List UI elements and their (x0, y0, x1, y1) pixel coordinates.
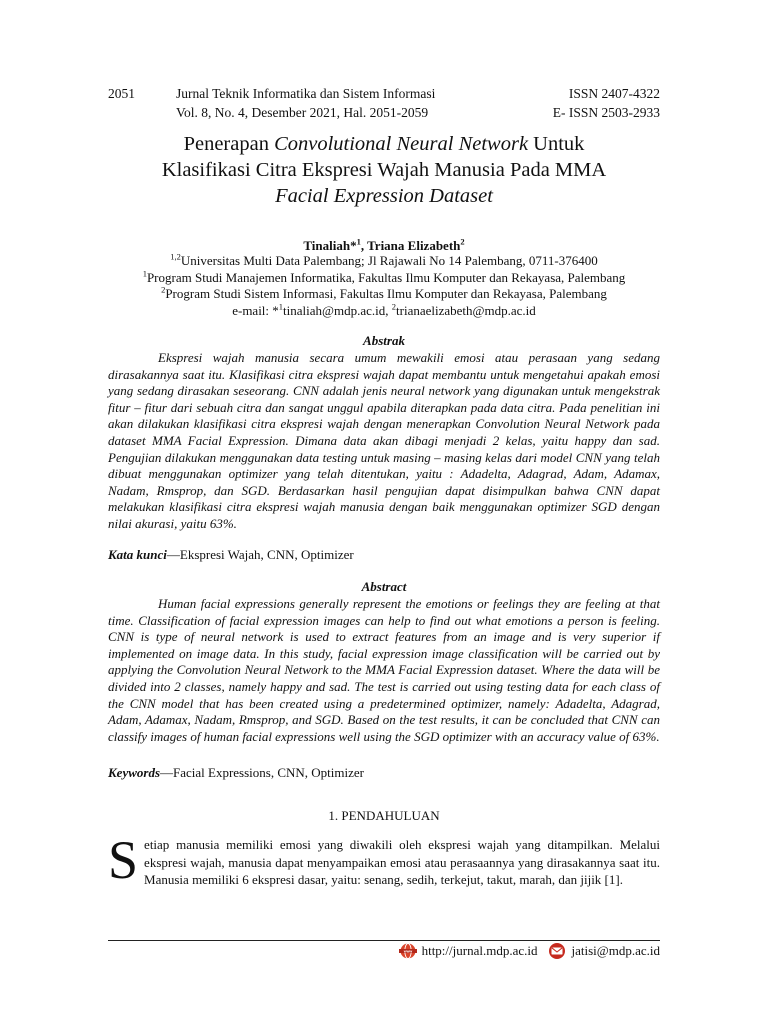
envelope-icon (547, 942, 567, 960)
journal-email[interactable]: jatisi@mdp.ac.id (571, 943, 660, 958)
affiliation-2: Program Studi Manajemen Informatika, Fakultas Ilmu Komputer dan Rekayasa, Palembang (146, 269, 626, 285)
affil-sup: 1,2 (170, 251, 181, 262)
email-prefix: e-mail: * (232, 302, 279, 318)
author-sep: , (360, 238, 368, 253)
abstract-text: Human facial expressions generally represent the emotions or feelings they are feeling at that time. Classification of facial expression images can help to find out what emotions a person is feeling. CNN is type of neural network is used to extract features from an image and is very superior if implemented on image data. In this study, facial expression image classification will be carried out by applying the Convolution Neural Network to the MMA Facial Expression dataset. Where the data will be divided into 2 classes, namely happy and sad. The test is carried out using testing data for each class of the CNN model that has been created using a predetermined optimizer, namely: Adadelta, Adagrad, Adam, Adamax, Nadam, Rmsprop, and SGD. Based on the test results, it can be concluded that CNN can classify images of human facial expressions well using the SGD optimizer with an accuracy value of 63%. (108, 596, 660, 744)
affil-sup: 1 (142, 268, 147, 279)
issn: ISSN 2407-4322 (568, 86, 660, 101)
author-1-sup: 1 (356, 236, 361, 247)
keywords (108, 765, 660, 781)
abstrak-text: Ekspresi wajah manusia secara umum mewakili emosi atau perasaan yang sedang dirasakannya saat itu. Klasifikasi citra ekspresi wajah dapat membantu untuk mengetahui apakah emosi yang sedang dirasakan seseorang. CNN adalah jenis neural network yang digunakan untuk mengekstrak fitur – fitur dari sebuah citra dan sangat unggul apabila diterapkan pada data citra. Pada penelitian ini akan dilakukan klasifikasi citra ekspresi wajah dengan menerapkan Convolution Neural Network pada dataset MMA Facial Expression. Dimana data akan dibagi menjadi 2 kelas, yaitu happy dan sad. Pengujian dilakukan menggunakan data testing untuk masing – masing kelas dari model CNN yang telah dibuat menggunakan optimizer yang telah ditentukan, yaitu : Adadelta, Adagrad, Adam, Adamax, Nadam, Rmsprop, dan SGD. Berdasarkan hasil pengujian dapat disimpulkan bahwa CNN dapat melakukan klasifikasi citra ekspresi wajah manusia dengan baik menggunakan optimizer SGD dengan nilai akurasi, yaitu 63%. (108, 350, 660, 531)
journal-name: Jurnal Teknik Informatika dan Sistem Informasi (176, 86, 436, 101)
email-line (108, 303, 660, 320)
keywords-label: Keywords (108, 765, 160, 780)
title-line-2: Klasifikasi Citra Ekspresi Wajah Manusia Pada MMA (161, 159, 607, 181)
author-2: Triana Elizabeth (367, 238, 461, 253)
svg-text:www: www (403, 949, 412, 954)
author-2-sup: 2 (460, 236, 465, 247)
intro-text: etiap manusia memiliki emosi yang diwakili oleh ekspresi wajah yang ditampilkan. Melalui ekspresi wajah, manusia dapat menyampaikan emosi atau perasaannya yang dirasakannya saat itu. Manusia memiliki 6 ekspresi dasar, yaitu: senang, sedih, terkejut, takut, marah, dan jijik [1]. (144, 837, 660, 887)
journal-url[interactable]: http://jurnal.mdp.ac.id (421, 943, 538, 958)
kata-kunci-text: —Ekspresi Wajah, CNN, Optimizer (166, 547, 354, 562)
www-globe-icon (398, 942, 418, 960)
email-1[interactable]: tinaliah@mdp.ac.id, (283, 302, 392, 318)
email-sup: 1 (278, 301, 284, 312)
kata-kunci (108, 547, 660, 563)
volume-line: Vol. 8, No. 4, Desember 2021, Hal. 2051-2059 (176, 105, 429, 120)
drop-cap: S (108, 830, 139, 890)
affiliations (108, 253, 660, 319)
kata-kunci-label: Kata kunci (108, 547, 167, 562)
footer (398, 942, 660, 960)
title-italic-part: Convolutional Neural Network (274, 133, 529, 155)
email-sup: 2 (391, 301, 397, 312)
section-heading: 1. PENDAHULUAN (328, 808, 440, 823)
page-number: 2051 (108, 86, 135, 101)
intro-paragraph (108, 830, 660, 890)
abstract-heading: Abstract (361, 579, 407, 594)
author-list (108, 238, 660, 254)
eissn: E- ISSN 2503-2933 (552, 105, 660, 120)
paper-title (108, 131, 660, 209)
abstrak-heading: Abstrak (363, 333, 405, 348)
footer-rule (108, 940, 660, 941)
email-2[interactable]: trianaelizabeth@mdp.ac.id (396, 302, 536, 318)
title-part: Penerapan (183, 133, 275, 155)
journal-info (176, 84, 435, 122)
title-part: Untuk (528, 133, 585, 155)
title-line-3: Facial Expression Dataset (275, 185, 493, 207)
abstract-body (108, 596, 660, 745)
affiliation-3: Program Studi Sistem Informasi, Fakultas Ilmu Komputer dan Rekayasa, Palembang (165, 286, 607, 301)
author-1: Tinaliah* (303, 238, 357, 253)
affiliation-1: Universitas Multi Data Palembang; Jl Rajawali No 14 Palembang, 0711-376400 (180, 253, 598, 268)
affil-sup: 2 (161, 284, 166, 295)
keywords-text: —Facial Expressions, CNN, Optimizer (160, 765, 364, 780)
abstrak-body (108, 350, 660, 533)
issn-block (553, 84, 660, 122)
